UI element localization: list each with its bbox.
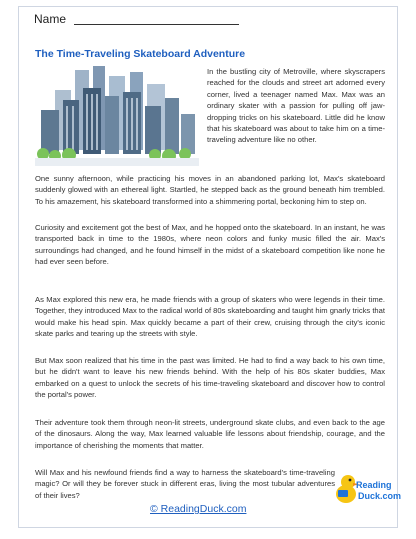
readingduck-logo <box>334 468 402 508</box>
story-title: The Time-Traveling Skateboard Adventure <box>35 48 246 60</box>
readingduck-footer-link[interactable]: © ReadingDuck.com <box>150 503 247 515</box>
svg-text:Reading: Reading <box>356 480 392 490</box>
svg-text:Duck.com: Duck.com <box>358 491 402 501</box>
city-skyline-illustration <box>35 66 199 166</box>
name-blank-line <box>74 24 239 25</box>
name-label: Name <box>34 12 67 26</box>
story-paragraph: Will Max and his newfound friends find a way to harness the skateboard's time-traveling magic? Or will they be forever stuck in different eras, living the most tubular adventures of their lives? <box>35 468 335 500</box>
story-paragraph: As Max explored this new era, he made friends with a group of skaters who were legends in their time. Together, they introduced Max to the radical world of 80s skateboarding and taught him gnarly tricks that would make his head spin. Max quickly became a part of their crew, cruising through the city's iconic skate parks and tearing up the streets with style. <box>35 295 385 339</box>
story-paragraph: Their adventure took them through neon-lit streets, underground skate clubs, and even back to the age of the dinosaurs. Along the way, Max learned valuable life lessons about friendship, courage, and the importance of cherishing the moments that matter. <box>35 418 385 450</box>
story-paragraph: In the bustling city of Metroville, where skyscrapers reached for the clouds and street art adorned every corner, lived a teenager named Max. Max was an ordinary skater with a passion for pulling off jaw-dropping tricks on his skateboard. Little did he know that his skateboard was about to take him on a time-traveling adventure like no other. <box>207 67 385 145</box>
story-paragraph: One sunny afternoon, while practicing his moves in an abandoned parking lot, Max's skateboard suddenly glowed with an ethereal light. Startled, he stepped back as the ground beneath him trembled. To his amazement, his skateboard transformed into a shimmering portal, beckoning him to step on. <box>35 174 385 206</box>
story-paragraph: But Max soon realized that his time in the past was limited. He had to find a way back to his own time, but he didn't want to leave his new friends behind. With the help of his 80s skater buddies, Max embarked on a quest to unlock the secrets of his time-traveling skateboard and discover how to control the portal's power. <box>35 356 385 400</box>
story-paragraph: Curiosity and excitement got the best of Max, and he hopped onto the skateboard. In an instant, he was transported back in time to the 1980s, where neon colors and funky music filled the air. Max's surroundings had changed, and he found himself in the midst of a skateboard competition like none he had ever seen before. <box>35 223 385 267</box>
